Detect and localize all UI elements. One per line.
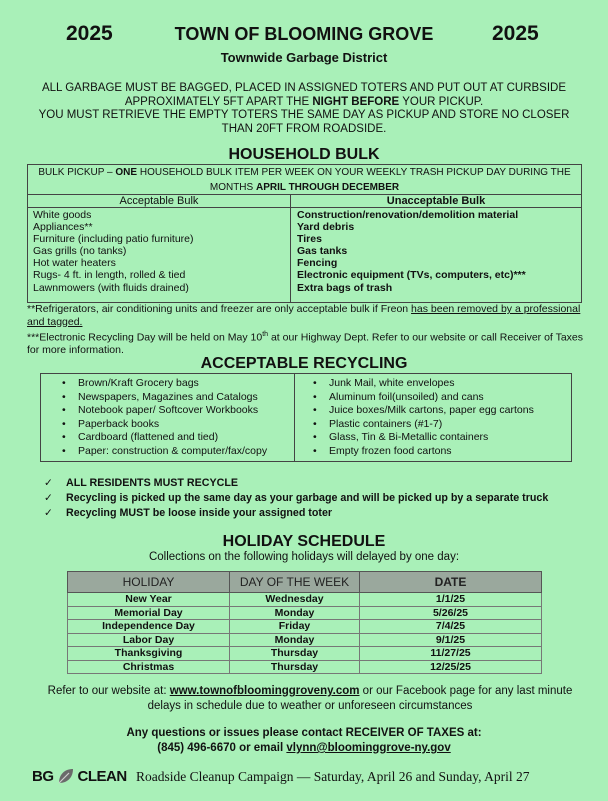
holiday-name: New Year: [68, 593, 230, 607]
recycling-item: • Empty frozen food cartons: [295, 445, 571, 459]
recycling-rule: [44, 476, 604, 491]
contact-line-1: Any questions or issues please contact RECEIVER OF TAXES at:: [126, 727, 482, 739]
acceptable-bulk-item: Lawnmowers (with fluids drained): [33, 281, 189, 294]
holiday-weekday: Monday: [230, 633, 360, 647]
recycling-item: • Newspapers, Magazines and Catalogs: [41, 391, 294, 405]
page-subtitle: Townwide Garbage District: [220, 50, 388, 65]
contact-phone: (845) 496-6670 or email: [157, 742, 287, 754]
acceptable-bulk-list: [28, 208, 290, 294]
website-post: or our Facebook page for any last minute delays in schedule due to weather or unforeseen circumstances: [147, 685, 573, 712]
recycling-rule-text: ALL RESIDENTS MUST RECYCLE: [66, 477, 239, 489]
page-title: TOWN OF BLOOMING GROVE: [174, 24, 434, 44]
recycling-left-column: [41, 374, 295, 461]
bg-clean-logo: [32, 765, 127, 787]
holiday-date: 7/4/25: [360, 620, 542, 634]
unacceptable-bulk-item: Tires: [297, 233, 322, 246]
unacceptable-bulk-item: Construction/renovation/demolition material: [297, 209, 519, 221]
holiday-title: HOLIDAY SCHEDULE: [222, 533, 386, 550]
recycling-item: • Aluminum foil(unsoiled) and cans: [295, 391, 571, 405]
acceptable-bulk-header: Acceptable Bulk: [28, 195, 290, 208]
holiday-name: Christmas: [68, 660, 230, 674]
acceptable-bulk-item: Furniture (including patio furniture): [33, 233, 194, 246]
footnote-electronics-text: ***Electronic Recycling Day will be held on May 10: [27, 331, 263, 344]
holiday-table: [67, 571, 542, 674]
checkmark-icon: ✓: [44, 477, 53, 489]
bagging-notice: [24, 82, 584, 136]
holiday-row: [68, 593, 542, 607]
holiday-date: 12/25/25: [360, 660, 542, 674]
bulk-desc-pre: BULK PICKUP –: [38, 167, 116, 178]
website-note: [30, 684, 590, 713]
checkmark-icon: ✓: [44, 507, 53, 520]
acceptable-bulk-item: Hot water heaters: [33, 257, 116, 270]
recycling-right-list: [295, 377, 571, 459]
recycling-item: • Junk Mail, white envelopes: [295, 377, 571, 391]
recycling-item: • Notebook paper/ Softcover Workbooks: [41, 404, 294, 418]
holiday-row: [68, 620, 542, 634]
holiday-subtitle: Collections on the following holidays will delayed by one day:: [148, 551, 460, 563]
bulk-description: [28, 165, 581, 195]
holiday-name: Memorial Day: [68, 606, 230, 620]
checkmark-icon: ✓: [44, 492, 53, 505]
recycling-rules: [44, 476, 604, 522]
bulk-desc-months: APRIL THROUGH DECEMBER: [255, 182, 400, 193]
leaf-icon: [56, 766, 76, 786]
notice-line-2: [24, 96, 584, 110]
logo-clean-text: CLEAN: [77, 767, 127, 785]
footnote-freon-underlined: has been removed by a professional and tagged.: [27, 303, 581, 328]
unacceptable-bulk-column: [291, 195, 581, 302]
recycling-rule-text: Recycling is picked up the same day as your garbage and will be picked up by a separate truck: [66, 492, 549, 505]
holiday-date: 11/27/25: [360, 647, 542, 661]
holiday-name: Labor Day: [68, 633, 230, 647]
notice-night-before: NIGHT BEFORE: [312, 95, 400, 108]
recycling-item: • Paperback books: [41, 418, 294, 432]
col-holiday: HOLIDAY: [68, 572, 230, 593]
contact-line-2: [0, 741, 608, 756]
bulk-desc-mid: HOUSEHOLD BULK ITEM PER WEEK ON YOUR WEEKLY TRASH PICKUP DAY DURING THE MONTHS: [137, 167, 571, 193]
notice-line-4: THAN 20FT FROM ROADSIDE.: [221, 122, 387, 135]
acceptable-bulk-item: Appliances**: [33, 221, 93, 234]
bulk-desc-one: ONE: [115, 167, 138, 178]
recycling-left-list: [41, 377, 294, 459]
recycling-item: • Plastic containers (#1-7): [295, 418, 571, 432]
holiday-date: 5/26/25: [360, 606, 542, 620]
recycling-item: • Paper: construction & computer/fax/copy: [41, 445, 294, 459]
notice-line-3: YOU MUST RETRIEVE THE EMPTY TOTERS THE SAME DAY AS PICKUP AND STORE NO CLOSER: [38, 109, 570, 121]
footnote-freon-text: **Refrigerators, air conditioning units and freezer are only acceptable bulk if Freon: [27, 303, 412, 315]
logo-bg-text: BG: [32, 767, 54, 785]
unacceptable-bulk-item: Yard debris: [297, 221, 355, 234]
recycling-title: ACCEPTABLE RECYCLING: [200, 355, 408, 372]
recycling-table: [40, 373, 572, 462]
acceptable-bulk-item: Rugs- 4 ft. in length, rolled & tied: [33, 269, 186, 282]
recycling-item: • Juice boxes/Milk cartons, paper egg cartons: [295, 404, 571, 418]
holiday-weekday: Thursday: [230, 647, 360, 661]
holiday-weekday: Monday: [230, 606, 360, 620]
recycling-rule: [44, 506, 604, 521]
bulk-title: HOUSEHOLD BULK: [228, 146, 380, 163]
footnote-electronics-end: at our Highway Dept. Refer to our website or call Receiver of Taxes for more information.: [27, 331, 583, 356]
unacceptable-bulk-header: Unacceptable Bulk: [291, 195, 581, 208]
notice-line-2-end: YOUR PICKUP.: [399, 95, 484, 108]
footnote-freon: [27, 303, 592, 328]
holiday-row: [68, 647, 542, 661]
holiday-table-header: [68, 572, 542, 593]
recycling-item: • Brown/Kraft Grocery bags: [41, 377, 294, 391]
unacceptable-bulk-list: [291, 208, 581, 294]
holiday-weekday: Thursday: [230, 660, 360, 674]
notice-line-2-text: APPROXIMATELY 5FT APART THE: [124, 95, 313, 108]
recycling-right-column: [295, 374, 571, 461]
contact-info: [0, 726, 608, 756]
holiday-weekday: Friday: [230, 620, 360, 634]
holiday-weekday: Wednesday: [230, 593, 360, 607]
acceptable-bulk-item: White goods: [33, 209, 92, 221]
bulk-table: [27, 164, 582, 303]
contact-email-link[interactable]: vlynn@bloominggrove-ny.gov: [286, 742, 451, 754]
col-day-of-week: DAY OF THE WEEK: [230, 572, 360, 593]
recycling-rule-text: Recycling MUST be loose inside your assigned toter: [66, 507, 333, 520]
holiday-row: [68, 633, 542, 647]
unacceptable-bulk-item: Electronic equipment (TVs, computers, etc)***: [297, 269, 526, 282]
unacceptable-bulk-item: Extra bags of trash: [297, 281, 393, 294]
holiday-date: 9/1/25: [360, 633, 542, 647]
year-right: 2025: [492, 22, 539, 45]
unacceptable-bulk-item: Fencing: [297, 257, 338, 270]
unacceptable-bulk-item: Gas tanks: [297, 245, 348, 258]
col-date: DATE: [360, 572, 542, 593]
footer: [32, 761, 592, 789]
holiday-date: 1/1/25: [360, 593, 542, 607]
footnote-electronics-sup: th: [262, 331, 269, 338]
notice-line-1: ALL GARBAGE MUST BE BAGGED, PLACED IN ASSIGNED TOTERS AND PUT OUT AT CURBSIDE: [41, 82, 567, 94]
header: [0, 22, 608, 52]
holiday-name: Thanksgiving: [68, 647, 230, 661]
website-pre: Refer to our website at:: [47, 685, 170, 697]
recycling-item: • Glass, Tin & Bi-Metallic containers: [295, 431, 571, 445]
holiday-name: Independence Day: [68, 620, 230, 634]
website-link[interactable]: www.townofbloominggroveny.com: [169, 685, 360, 697]
acceptable-bulk-column: [28, 195, 291, 302]
cleanup-campaign: Roadside Cleanup Campaign — Saturday, April 26 and Sunday, April 27: [136, 769, 530, 784]
holiday-row: [68, 606, 542, 620]
acceptable-bulk-item: Gas grills (no tanks): [33, 245, 127, 258]
recycling-rule: [44, 491, 604, 506]
year-left: 2025: [66, 22, 113, 45]
holiday-row: [68, 660, 542, 674]
footnote-electronics: [27, 329, 592, 357]
recycling-item: • Cardboard (flattened and tied): [41, 431, 294, 445]
